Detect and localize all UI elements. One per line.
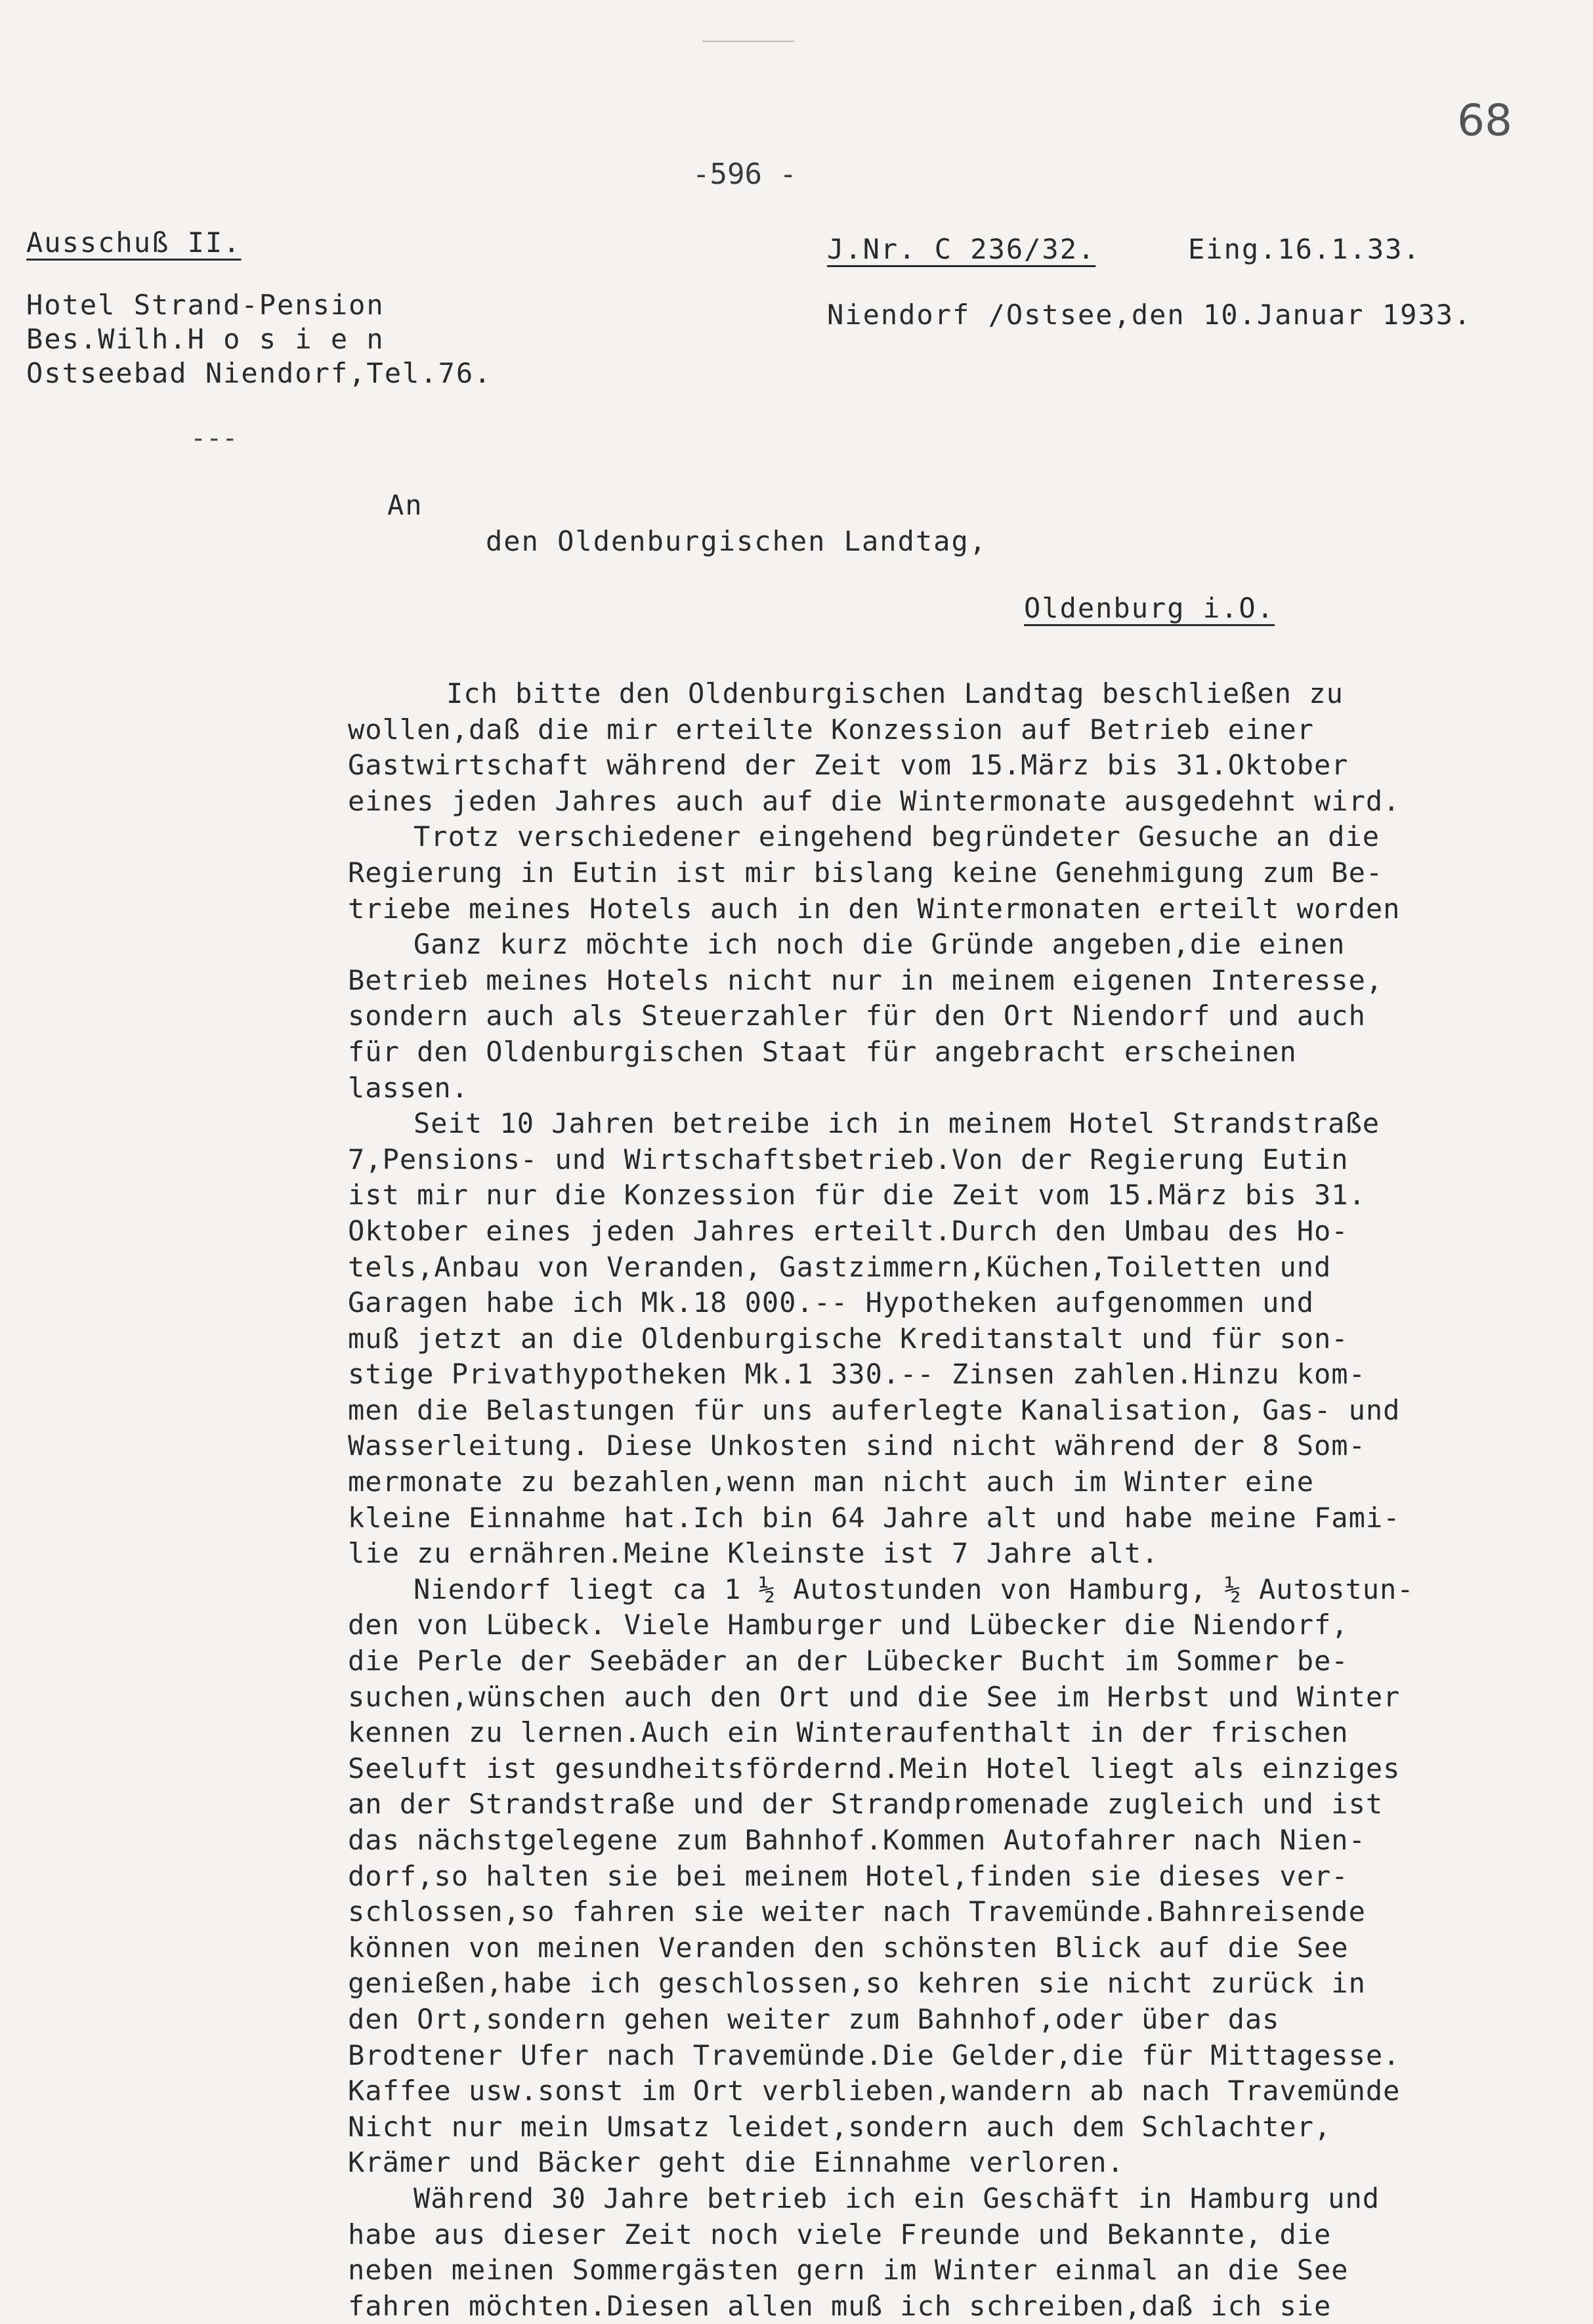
recipient-name: den Oldenburgischen Landtag, xyxy=(486,525,988,557)
body-line: Krämer und Bäcker geht die Einnahme verloren. xyxy=(348,2146,1124,2179)
body-line: das nächstgelegene zum Bahnhof.Kommen Autofahrer nach Nien- xyxy=(348,1824,1366,1856)
body-line: Oktober eines jeden Jahres erteilt.Durch den Umbau des Ho- xyxy=(348,1214,1349,1247)
body-line: Ganz kurz möchte ich noch die Gründe angeben,die einen xyxy=(414,928,1346,961)
body-line: wollen,daß die mir erteilte Konzession auf Betrieb einer xyxy=(348,713,1315,746)
body-line: den Ort,sondern gehen weiter zum Bahnhof,oder über das xyxy=(348,2002,1280,2035)
body-line: die Perle der Seebäder an der Lübecker Bucht im Sommer be- xyxy=(348,1645,1349,1678)
body-line: stige Privathypotheken Mk.1 330.-- Zinsen zahlen.Hinzu kom- xyxy=(348,1358,1366,1391)
body-line: Gastwirtschaft während der Zeit vom 15.März bis 31.Oktober xyxy=(348,749,1349,782)
body-line: Wasserleitung. Diese Unkosten sind nicht während der 8 Som- xyxy=(348,1429,1366,1462)
committee-label: Ausschuß II. xyxy=(26,226,242,259)
body-line: dorf,so halten sie bei meinem Hotel,finden sie dieses ver- xyxy=(348,1859,1349,1892)
body-line: suchen,wünschen auch den Ort und die See im Herbst und Winter xyxy=(348,1680,1401,1713)
page-number: -596 - xyxy=(692,158,797,191)
body-line: ist mir nur die Konzession für die Zeit vom 15.März bis 31. xyxy=(348,1179,1366,1212)
body-line: Trotz verschiedener eingehend begründeter Gesuche an die xyxy=(414,820,1380,853)
body-line: 7,Pensions- und Wirtschaftsbetrieb.Von der Regierung Eutin xyxy=(348,1143,1349,1175)
body-line: Nicht nur mein Umsatz leidet,sondern auch dem Schlachter, xyxy=(348,2110,1332,2143)
body-line: habe aus dieser Zeit noch viele Freunde und Bekannte, die xyxy=(348,2218,1332,2250)
letter-body xyxy=(348,676,1569,2324)
body-line: Regierung in Eutin ist mir bislang keine Genehmigung zum Be- xyxy=(348,856,1384,889)
body-line: Ich bitte den Oldenburgischen Landtag beschließen zu xyxy=(446,677,1344,709)
body-line: eines jeden Jahres auch auf die Wintermonate ausgedehnt wird. xyxy=(348,784,1401,817)
body-line: können von meinen Veranden den schönsten Blick auf die See xyxy=(348,1931,1349,1964)
sender-line: Bes.Wilh.H o s i e n xyxy=(26,323,385,355)
body-line: sondern auch als Steuerzahler für den Ort Niendorf und auch xyxy=(348,1000,1366,1032)
top-rule xyxy=(702,41,794,42)
body-line: muß jetzt an die Oldenburgische Kreditanstalt und für son- xyxy=(348,1322,1349,1355)
body-line: Seeluft ist gesundheitsfördernd.Mein Hotel liegt als einziges xyxy=(348,1752,1401,1785)
body-line: kleine Einnahme hat.Ich bin 64 Jahre alt und habe meine Fami- xyxy=(348,1501,1401,1534)
body-line: genießen,habe ich geschlossen,so kehren sie nicht zurück in xyxy=(348,1967,1366,2000)
body-line: Während 30 Jahre betrieb ich ein Geschäft in Hamburg und xyxy=(414,2182,1380,2214)
body-line: kennen zu lernen.Auch ein Winteraufenthalt in der frischen xyxy=(348,1716,1349,1749)
body-line: für den Oldenburgischen Staat für angebracht erscheinen xyxy=(348,1035,1297,1068)
separator: --- xyxy=(190,423,238,454)
body-line: lie zu ernähren.Meine Kleinste ist 7 Jahre alt. xyxy=(348,1537,1159,1570)
body-line: Garagen habe ich Mk.18 000.-- Hypotheken aufgenommen und xyxy=(348,1286,1315,1319)
body-line: Brodtener Ufer nach Travemünde.Die Gelder,die für Mittagesse. xyxy=(348,2039,1401,2071)
body-line: mermonate zu bezahlen,wenn man nicht auch im Winter eine xyxy=(348,1466,1315,1498)
body-line: Kaffee usw.sonst im Ort verblieben,wandern ab nach Travemünde xyxy=(348,2075,1401,2107)
body-line: fahren möchten.Diesen allen muß ich schreiben,daß ich sie xyxy=(348,2289,1332,2322)
body-line: neben meinen Sommergästen gern im Winter einmal an die See xyxy=(348,2254,1349,2287)
body-line: Seit 10 Jahren betreibe ich in meinem Hotel Strandstraße xyxy=(414,1107,1380,1140)
body-line: schlossen,so fahren sie weiter nach Travemünde.Bahnreisende xyxy=(348,1895,1366,1928)
body-line: den von Lübeck. Viele Hamburger und Lübecker die Niendorf, xyxy=(348,1609,1349,1641)
sender-line: Hotel Strand-Pension xyxy=(26,289,385,321)
body-line: tels,Anbau von Veranden, Gastzimmern,Küchen,Toiletten und xyxy=(348,1250,1332,1283)
received-stamp: Eing.16.1.33. xyxy=(1188,233,1421,265)
sender-line: Ostseebad Niendorf,Tel.76. xyxy=(26,357,492,389)
body-line: triebe meines Hotels auch in den Wintermonaten erteilt worden xyxy=(348,892,1401,925)
folio-number: 68 xyxy=(1457,95,1512,146)
body-line: Niendorf liegt ca 1 ½ Autostunden von Hamburg, ½ Autostun- xyxy=(414,1573,1414,1605)
body-line: lassen. xyxy=(348,1071,469,1104)
body-line: an der Strandstraße und der Strandpromenade zugleich und ist xyxy=(348,1788,1384,1821)
body-line: Betrieb meines Hotels nicht nur in meinem eigenen Interesse, xyxy=(348,963,1384,996)
journal-number: J.Nr. C 236/32. xyxy=(827,233,1096,265)
salutation: An xyxy=(387,489,423,521)
recipient-city: Oldenburg i.O. xyxy=(1024,592,1275,624)
body-line: men die Belastungen für uns auferlegte Kanalisation, Gas- und xyxy=(348,1393,1401,1426)
place-date: Niendorf /Ostsee,den 10.Januar 1933. xyxy=(827,299,1472,331)
